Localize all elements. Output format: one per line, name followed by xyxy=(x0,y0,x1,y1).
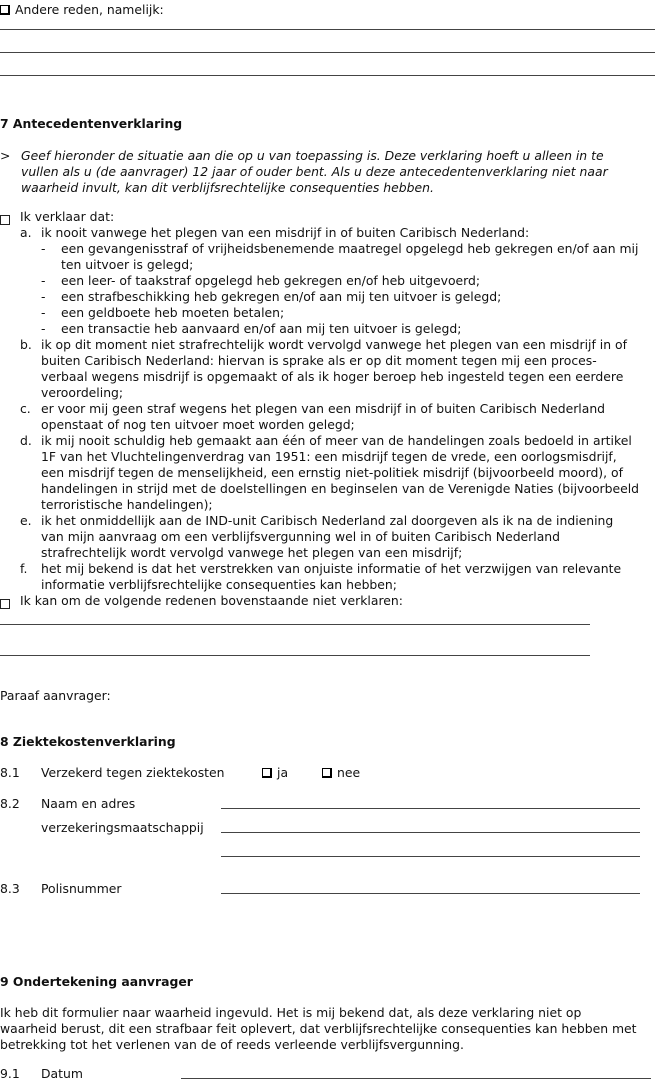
item-e-text: strafrechtelijk wordt vervolgd vanwege het plegen van een misdrijf; xyxy=(41,545,463,560)
item-d-text: ik mij nooit schuldig heb gemaakt aan één of meer van de handelingen zoals bedoeld in artikel xyxy=(41,433,632,448)
item-b-text: ik op dit moment niet strafrechtelijk wordt vervolgd vanwege het plegen van een misdrijf in of xyxy=(41,337,627,352)
item-a-sub: een strafbeschikking heb gekregen en/of aan mij ten uitvoer is gelegd; xyxy=(61,289,502,304)
item-marker: c. xyxy=(20,401,31,416)
checkbox-declare[interactable] xyxy=(0,215,10,225)
other-reason-label: Andere reden, namelijk: xyxy=(15,2,164,17)
item-b-text: verbaal wegens misdrijf is opgemaakt of als ik hoger beroep heb ingesteld tegen een eerdere xyxy=(41,369,624,384)
other-reason-line-2[interactable] xyxy=(0,52,655,53)
checkbox-no[interactable] xyxy=(322,768,332,778)
item-marker: f. xyxy=(20,561,28,576)
item-d-text: een misdrijf tegen de menselijkheid, een ernstig niet-politiek misdrijf (bijvoorbeeld moord), of xyxy=(41,465,623,480)
q83-label: Polisnummer xyxy=(41,881,122,896)
intro-marker: > xyxy=(0,148,11,163)
initials-label: Paraaf aanvrager: xyxy=(0,688,111,703)
item-c-text: openstaat of nog ten uitvoer moet worden gelegd; xyxy=(41,417,355,432)
reason-line-2[interactable] xyxy=(0,655,590,656)
declaration-list xyxy=(0,209,655,609)
insurer-line-3[interactable] xyxy=(221,856,640,857)
item-d-text: handelingen in strijd met de doelstellingen en beginselen van de Verenigde Naties (bijvoorbeeld xyxy=(41,481,640,496)
section-7-intro xyxy=(0,148,655,196)
cannot-label: Ik kan om de volgende redenen bovenstaande niet verklaren: xyxy=(20,593,403,608)
q82-label-2: verzekeringsmaatschappij xyxy=(41,820,204,835)
cannot-option[interactable] xyxy=(0,593,655,609)
item-d-text: 1F van het Vluchtelingenverdrag van 1951: een misdrijf tegen de vrede, een oorlogsmisdrijf, xyxy=(41,449,617,464)
insured-no-option[interactable] xyxy=(322,765,360,781)
item-b-text: buiten Caribisch Nederland: hiervan is sprake als er op dit moment tegen mij een proces- xyxy=(41,353,597,368)
item-a-sub: ten uitvoer is gelegd; xyxy=(61,257,194,272)
q82-label-1: Naam en adres xyxy=(41,796,136,811)
item-a-text: ik nooit vanwege het plegen van een misdrijf in of buiten Caribisch Nederland: xyxy=(41,225,530,240)
item-c-text: er voor mij geen straf wegens het plegen van een misdrijf in of buiten Caribisch Nederland xyxy=(41,401,606,416)
no-label: nee xyxy=(337,765,361,780)
item-b-text: veroordeling; xyxy=(41,385,124,400)
item-marker: b. xyxy=(20,337,32,352)
reason-line-1[interactable] xyxy=(0,624,590,625)
dash-marker: - xyxy=(41,305,46,320)
checkbox-cannot-declare[interactable] xyxy=(0,599,10,609)
section-8-heading: 8 Ziektekostenverklaring xyxy=(0,734,176,749)
yes-label: ja xyxy=(277,765,289,780)
q82-number: 8.2 xyxy=(0,796,20,811)
item-a-sub: een geldboete heb moeten betalen; xyxy=(61,305,285,320)
item-marker: e. xyxy=(20,513,32,528)
item-marker: d. xyxy=(20,433,32,448)
other-reason-line-1[interactable] xyxy=(0,29,655,30)
statement-line: waarheid berust, dit een strafbaar feit oplevert, dat verblijfsrechtelijke consequenties kan hebben met xyxy=(0,1021,637,1036)
item-a-sub: een transactie heb aanvaard en/of aan mij ten uitvoer is gelegd; xyxy=(61,321,462,336)
dash-marker: - xyxy=(41,241,46,256)
other-reason-line-3[interactable] xyxy=(0,75,655,76)
dash-marker: - xyxy=(41,273,46,288)
insurer-line-1[interactable] xyxy=(221,808,640,809)
date-line[interactable] xyxy=(181,1078,651,1079)
insurer-line-2[interactable] xyxy=(221,832,640,833)
declare-option[interactable] xyxy=(0,209,655,225)
q81-label: Verzekerd tegen ziektekosten xyxy=(41,765,225,780)
item-e-text: van mijn aanvraag om een verblijfsvergunning wel in of buiten Caribisch Nederland xyxy=(41,529,561,544)
section-9-heading: 9 Ondertekening aanvrager xyxy=(0,974,193,989)
intro-line: Geef hieronder de situatie aan die op u van toepassing is. Deze verklaring hoeft u alleen in te xyxy=(21,148,604,163)
item-e-text: ik het onmiddellijk aan de IND-unit Caribisch Nederland zal doorgeven als ik na de indiening xyxy=(41,513,614,528)
declare-label: Ik verklaar dat: xyxy=(20,209,115,224)
insured-yes-option[interactable] xyxy=(262,765,288,781)
q81-number: 8.1 xyxy=(0,765,20,780)
item-a-sub: een leer- of taakstraf opgelegd heb gekregen en/of heb uitgevoerd; xyxy=(61,273,481,288)
q91-label: Datum xyxy=(41,1066,83,1081)
statement-line: Ik heb dit formulier naar waarheid ingevuld. Het is mij bekend dat, als deze verklaring niet op xyxy=(0,1005,582,1020)
item-f-text: informatie verblijfsrechtelijke consequenties kan hebben; xyxy=(41,577,397,592)
item-a-sub: een gevangenisstraf of vrijheidsbenemende maatregel opgelegd heb gekregen en/of aan mij xyxy=(61,241,639,256)
checkbox-other-reason[interactable] xyxy=(0,5,10,15)
intro-line: vullen als u (de aanvrager) 12 jaar of ouder bent. Als u deze antecedentenverklaring niet naar xyxy=(21,164,608,179)
item-marker: a. xyxy=(20,225,32,240)
item-f-text: het mij bekend is dat het verstrekken van onjuiste informatie of het verzwijgen van relevante xyxy=(41,561,622,576)
q83-number: 8.3 xyxy=(0,881,20,896)
item-d-text: terroristische handelingen); xyxy=(41,497,213,512)
signature-statement xyxy=(0,1005,655,1053)
other-reason-option[interactable] xyxy=(0,2,164,18)
policy-number-line[interactable] xyxy=(221,893,640,894)
dash-marker: - xyxy=(41,321,46,336)
checkbox-yes[interactable] xyxy=(262,768,272,778)
section-7-heading: 7 Antecedentenverklaring xyxy=(0,116,183,131)
statement-line: betrekking tot het verlenen van de of reeds verleende verblijfsvergunning. xyxy=(0,1037,464,1052)
q91-number: 9.1 xyxy=(0,1066,20,1081)
dash-marker: - xyxy=(41,289,46,304)
intro-line: waarheid invult, kan dit verblijfsrechtelijke consequenties hebben. xyxy=(21,180,434,195)
